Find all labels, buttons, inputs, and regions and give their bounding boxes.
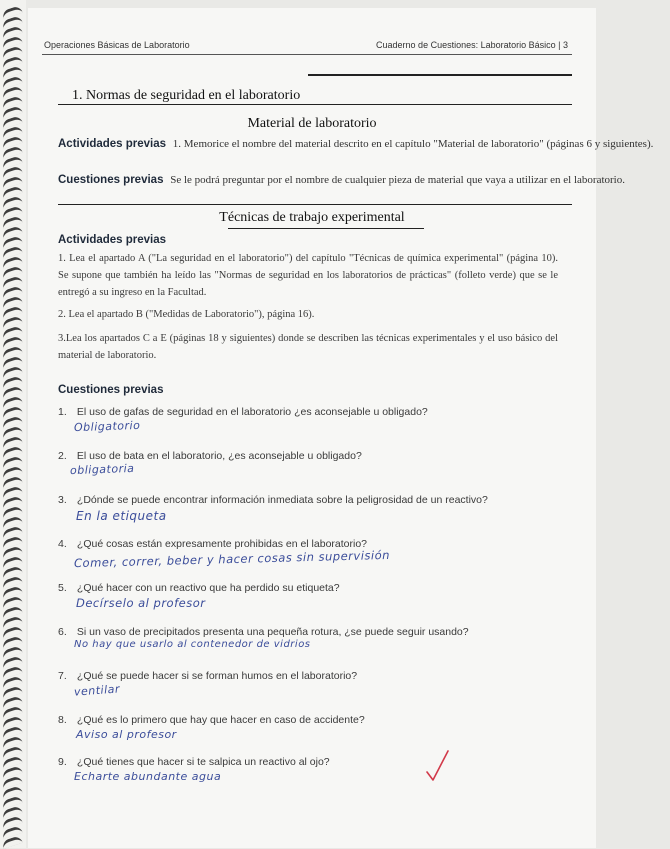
question-text: Si un vaso de precipitados presenta una pequeña rotura, ¿se puede seguir usando? [76,626,469,638]
tecnicas-paragraph-3: 3.Lea los apartados C a E (páginas 18 y siguientes) donde se describen las técnicas experimentales y el uso básico del material de laboratorio. [58,333,558,361]
tecnicas-title-underline [228,228,424,229]
question-6 [58,626,558,638]
tecnicas-rule [58,204,572,205]
question-text: ¿Qué es lo primero que hay que hacer en caso de accidente? [76,714,365,726]
section-title: 1. Normas de seguridad en el laboratorio [72,88,301,103]
answer-1: Obligatorio [73,418,141,435]
material-title: Material de laboratorio [247,116,377,131]
answer-3: En la etiqueta [76,509,167,523]
question-number: 8. [58,714,67,726]
answer-7: ventilar [73,682,121,699]
question-number: 2. [58,450,67,462]
material-questions [58,172,670,188]
section-rule-bottom [58,104,572,105]
question-number: 5. [58,582,67,594]
question-text: ¿Qué se puede hacer si se forman humos en el laboratorio? [76,670,358,682]
question-number: 6. [58,626,67,638]
answer-8: Aviso al profesor [76,728,177,741]
answer-9: Echarte abundante agua [74,770,222,783]
question-number: 3. [58,494,67,506]
header-right: Cuaderno de Cuestiones: Laboratorio Básico | 3 [376,40,568,50]
answer-5: Decírselo al profesor [76,596,206,610]
question-2 [58,450,558,462]
question-1 [58,406,558,418]
question-8 [58,714,558,726]
tecnicas-activities-heading: Actividades previas [58,234,167,246]
check-mark-icon [424,748,452,784]
material-activities-text: 1. Memorice el nombre del material descrito en el capítulo "Material de laboratorio" (páginas 6 y siguientes). [172,138,654,150]
question-number: 4. [58,538,67,550]
material-activities-label: Actividades previas [58,138,167,150]
tecnicas-questions-heading: Cuestiones previas [58,384,164,396]
answer-2: obligatoria [69,461,135,478]
tecnicas-paragraph-1: 1. Lea el apartado A ("La seguridad en el laboratorio") del capítulo "Técnicas de química experimental" (página 10). Se supone que también ha leído las "Normas de seguridad en los laboratorios de prácticas" (folleto verde) que se le entregó a su ingreso en la Facultad. [58,253,558,298]
material-questions-text: Se le podrá preguntar por el nombre de cualquier pieza de material que vaya a utilizar en el laboratorio. [170,174,625,186]
tecnicas-paragraph-2: 2. Lea el apartado B ("Medidas de Laboratorio"), página 16). [58,309,315,320]
question-text: ¿Qué hacer con un reactivo que ha perdido su etiqueta? [76,582,340,594]
question-9 [58,756,558,768]
question-text: ¿Dónde se puede encontrar información inmediata sobre la peligrosidad de un reactivo? [76,494,488,506]
answer-4: Comer, correr, beber y hacer cosas sin supervisión [73,547,391,571]
tecnicas-title: Técnicas de trabajo experimental [219,210,405,225]
material-questions-label: Cuestiones previas [58,174,164,186]
question-4 [58,538,558,550]
question-number: 7. [58,670,67,682]
section-rule-top [308,74,572,76]
header-rule [42,54,572,55]
question-number: 1. [58,406,67,418]
question-text: ¿Qué tienes que hacer si te salpica un reactivo al ojo? [76,756,330,768]
header-left: Operaciones Básicas de Laboratorio [44,40,190,50]
question-number: 9. [58,756,67,768]
question-7 [58,670,558,682]
question-5 [58,582,558,594]
spiral-binding [0,0,26,848]
question-text: El uso de gafas de seguridad en el laboratorio ¿es aconsejable u obligado? [76,406,428,418]
answer-6: No hay que usarlo al contenedor de vidrios [74,639,311,650]
question-3 [58,494,558,506]
question-text: El uso de bata en el laboratorio, ¿es aconsejable u obligado? [76,450,362,462]
question-text: ¿Qué cosas están expresamente prohibidas en el laboratorio? [76,538,368,550]
material-activities [58,136,670,152]
notebook-page [28,8,654,848]
